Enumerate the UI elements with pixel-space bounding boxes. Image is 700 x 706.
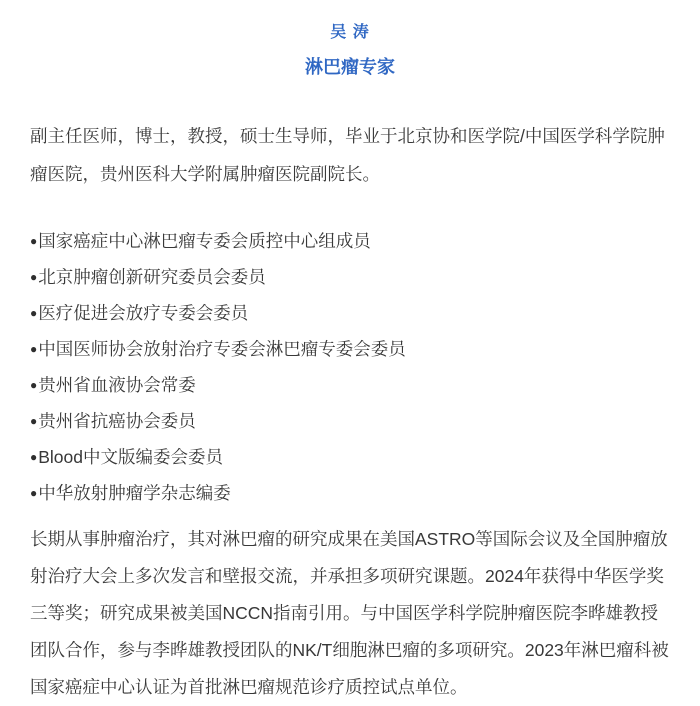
biography-paragraph: 长期从事肿瘤治疗，其对淋巴瘤的研究成果在美国ASTRO等国际会议及全国肿瘤放射治疗大会上多次发言和壁报交流，并承担多项研究课题。2024年获得中华医学奖三等奖；研究成果被美国NCCN指南引用。与中国医学科学院肿瘤医院李晔雄教授团队合作，参与李晔雄教授团队的NK/T细胞淋巴瘤的多项研究。2023年淋巴瘤科被国家癌症中心认证为首批淋巴瘤规范诊疗质控试点单位。 — [30, 529, 669, 697]
person-name: 吴 涛 — [330, 24, 370, 41]
intro-paragraph: 副主任医师，博士，教授，硕士生导师，毕业于北京协和医学院/中国医学科学院肿瘤医院，贵州医科大学附属肿瘤医院副院长。 — [30, 126, 665, 184]
membership-label: 北京肿瘤创新研究委员会委员 — [38, 267, 266, 287]
membership-label: 中国医师协会放射治疗专委会淋巴瘤专委会委员 — [38, 339, 406, 359]
membership-label: 贵州省抗癌协会委员 — [38, 411, 196, 431]
membership-label: Blood中文版编委会委员 — [38, 447, 224, 467]
bullet-icon: ● — [30, 234, 38, 248]
membership-list-item — [30, 367, 670, 403]
membership-label: 国家癌症中心淋巴瘤专委会质控中心组成员 — [38, 231, 371, 251]
bullet-icon: ● — [30, 450, 38, 464]
bullet-icon: ● — [30, 486, 38, 500]
membership-label: 医疗促进会放疗专委会委员 — [38, 303, 249, 323]
membership-list-item — [30, 439, 670, 475]
membership-list-item — [30, 403, 670, 439]
person-title: 淋巴瘤专家 — [305, 57, 395, 77]
membership-label: 贵州省血液协会常委 — [38, 375, 196, 395]
membership-list-item — [30, 223, 670, 259]
membership-list-item — [30, 259, 670, 295]
membership-list — [30, 223, 670, 511]
bullet-icon: ● — [30, 306, 38, 320]
bullet-icon: ● — [30, 342, 38, 356]
membership-label: 中华放射肿瘤学杂志编委 — [38, 483, 231, 503]
membership-list-item — [30, 295, 670, 331]
bullet-icon: ● — [30, 378, 38, 392]
membership-list-item — [30, 331, 670, 367]
bullet-icon: ● — [30, 270, 38, 284]
bullet-icon: ● — [30, 414, 38, 428]
membership-list-item — [30, 475, 670, 511]
